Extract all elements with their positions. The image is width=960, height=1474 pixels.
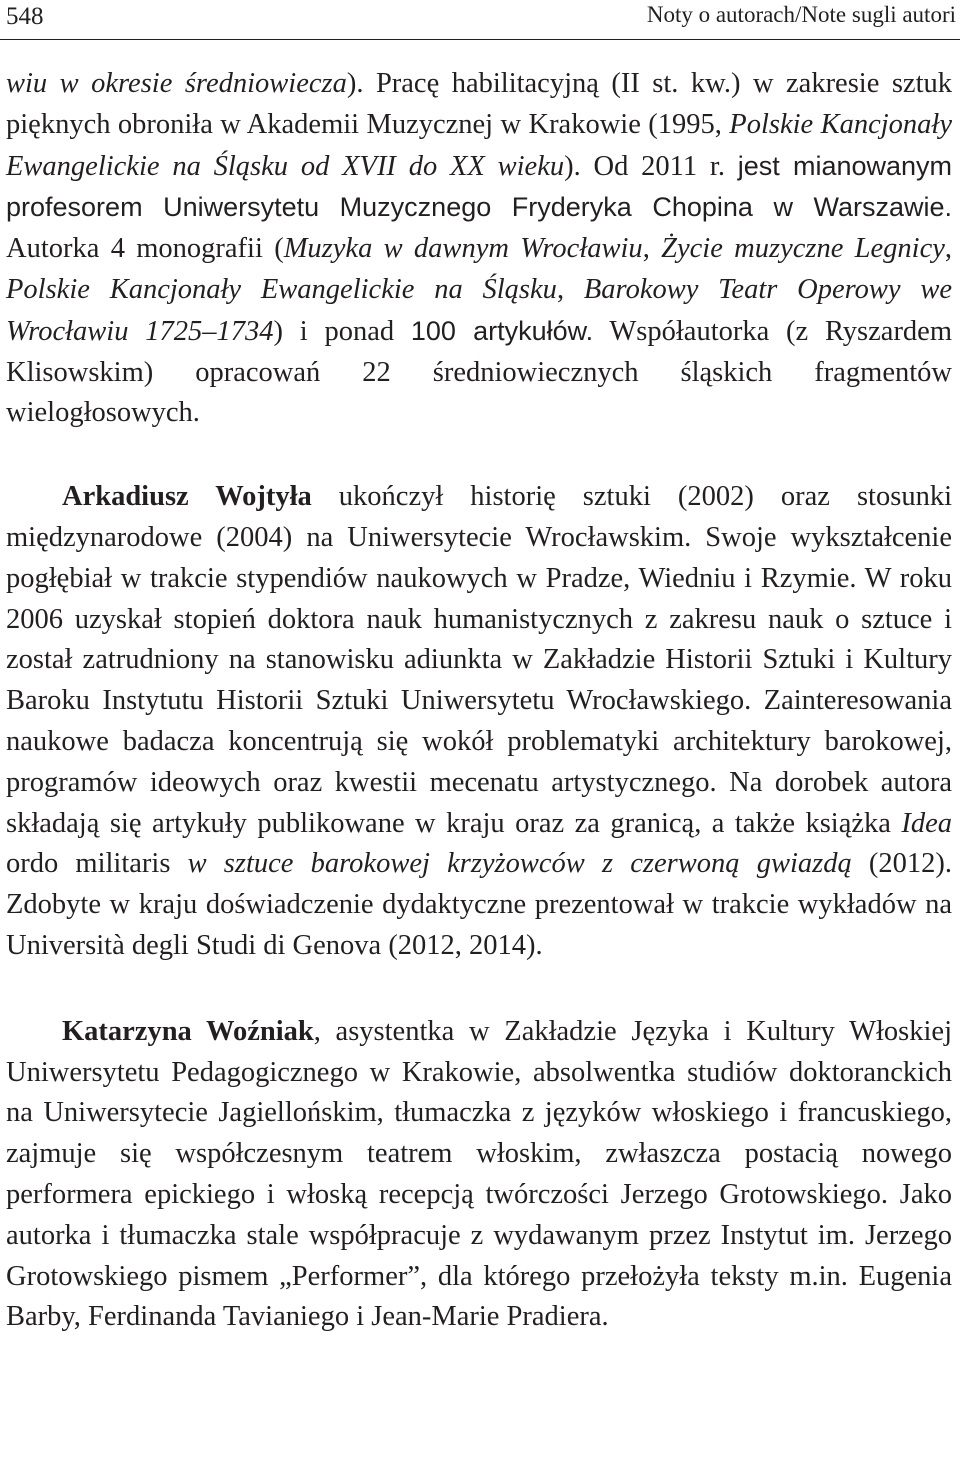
italic-title: Polskie Kancjonały Ewangelickie na Śląsku od XVII do XX wieku [6,108,952,182]
body-text: ) i ponad [273,315,411,347]
body-text: ukończył historię sztuki (2002) oraz stosunki międzynarodowe (2004) na Uniwersytecie Wrocławskim. Swoje wykształcenie pogłębiał w trakcie stypendiów naukowych w Pradze, Wiedniu i Rzymie. W roku 2006 uzyskał stopień doktora nauk humanistycznych z zakresu nauk o sztuce i został zatrudniony na stanowisku adiunkta w Zakładzie Historii Sztuki i Kultury Baroku Instytutu Historii Sztuki Uniwersytetu Wrocławskiego. Zainteresowania naukowe badacza koncentrują się wokół problematyki architektury barokowej, programów ideowych oraz kwestii mecenatu artystycznego. Na dorobek autora składają się artykuły publikowane w kraju oraz za granicą, a także książka [6,481,952,839]
bio-paragraph-continued [6,64,952,434]
body-text: Autorka 4 monografii ( [6,233,284,265]
body-text: , [944,233,953,265]
body-text: ). Od 2011 r. [564,150,738,182]
body-text: , [556,273,584,305]
sans-text: 100 artykułów. [410,315,594,346]
body-text: ). Pracę habilitacyjną (II st. kw.) w zakresie sztuk pięknych obroniła w Akademii Muzycznej w Krakowie (1995, [6,68,952,140]
italic-title: Muzyka w dawnym Wrocławiu [283,233,643,265]
page-body [6,64,952,1338]
italic-title: Idea [901,807,952,839]
italic-title: w sztuce barokowej krzyżowców z czerwoną gwiazdą [187,848,852,880]
bio-paragraph-wozniak [6,1012,952,1338]
bio-paragraph-wojtyla [6,477,952,967]
running-head: Noty o autorach/Note sugli autori [646,2,956,27]
italic-title: Barokowy Teatr Operowy we Wrocławiu 1725–1734 [6,273,953,347]
author-name: Arkadiusz Wojtyła [62,481,312,513]
body-text: , asystentka w Zakładzie Języka i Kultury Włoskiej Uniwersytetu Pedagogicznego w Krakowie, absolwentka studiów doktoranckich na Uniwersytecie Jagiellońskim, tłumaczka z języków włoskiego i francuskiego, zajmuje się współczesnym teatrem włoskim, zwłaszcza postacią nowego performera epickiego i włoską recepcją twórczości Jerzego Grotowskiego. Jako autorka i tłumaczka stale współpracuje z wydawanym przez Instytut im. Jerzego Grotowskiego pismem „Performer”, dla którego przełożyła teksty m.in. Eugenia Barby, Ferdinanda Tavianiego i Jean-Marie Pradiera. [6,1015,953,1333]
author-name: Katarzyna Woźniak [62,1015,314,1047]
italic-title: Polskie Kancjonały Ewangelickie na Śląsku [6,273,557,305]
body-text: ordo militaris [6,848,188,880]
body-text: Współautorka (z Ryszardem Klisowskim) opracowań 22 średniowiecznych śląskich fragmentów wielogłosowych. [6,315,953,429]
body-text: , [642,233,662,265]
page-header [0,0,960,40]
body-text: (2012). Zdobyte w kraju doświadczenie dydaktyczne prezentował w trakcie wykładów na Università degli Studi di Genova (2012, 2014). [6,848,953,961]
sans-text: jest mianowanym profesorem Uniwersytetu Muzycznego Fryderyka Chopina w Warszawie. [6,150,953,223]
page-number: 548 [6,3,44,30]
italic-text: wiu w okresie średniowiecza [6,68,347,99]
italic-title: Życie muzyczne Legnicy [661,233,945,265]
